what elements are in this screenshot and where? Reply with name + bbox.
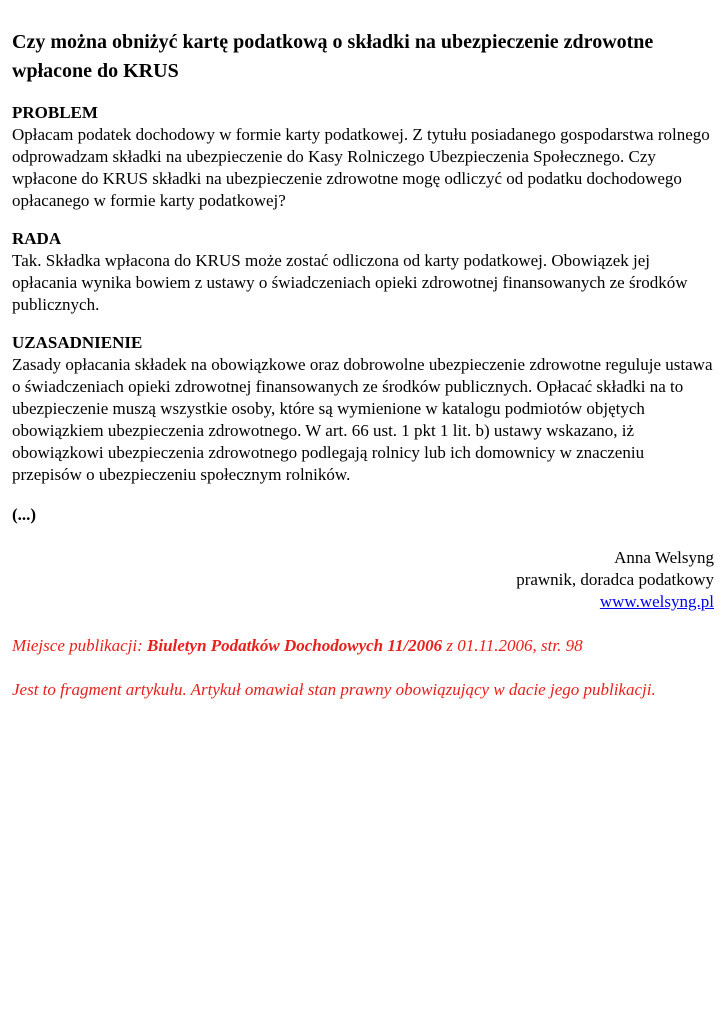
author-name: Anna Welsyng — [614, 548, 714, 567]
rada-section — [12, 228, 714, 316]
omission-marker: (...) — [12, 505, 37, 524]
publication-date: 01.11.2006, str. 98 — [457, 636, 583, 655]
uzasadnienie-text: Zasady opłacania składek na obowiązkowe oraz dobrowolne ubezpieczenie zdrowotne reguluje ustawa o świadczeniach opieki zdrowotnej finansowanych ze środków publicznych. Opłacać składki na to ubezpieczenie muszą wszystkie osoby, które są wymienione w katalogu podmiotów objętych obowiązkiem ubezpieczenia zdrowotnego. W art. 66 ust. 1 pkt 1 lit. b) ustawy wskazano, iż obowiązkowi ubezpieczenia zdrowotnego podlegają rolnicy lub ich domownicy w znaczeniu przepisów o ubezpieczeniu społecznym rolników. — [12, 355, 713, 484]
author-role: prawnik, doradca podatkowy — [516, 570, 714, 589]
uzasadnienie-section — [12, 332, 714, 486]
author-website-link[interactable]: www.welsyng.pl — [599, 592, 714, 611]
publication-label: Miejsce publikacji: — [12, 636, 143, 655]
problem-text: Opłacam podatek dochodowy w formie karty podatkowej. Z tytułu posiadanego gospodarstwa rolnego odprowadzam składki na ubezpieczenie do Kasy Rolniczego Ubezpieczenia Społecznego. Czy wpłacone do KRUS składki na ubezpieczenie zdrowotne mogę odliczyć od podatku dochodowego opłacanego w formie karty podatkowej? — [12, 125, 710, 210]
uzasadnienie-heading: UZASADNIENIE — [12, 333, 143, 352]
rada-heading: RADA — [12, 229, 62, 248]
problem-heading: PROBLEM — [12, 103, 98, 122]
article-page — [12, 28, 714, 701]
fragment-disclaimer: Jest to fragment artykułu. Artykuł omawiał stan prawny obowiązujący w dacie jego publikacji. — [12, 680, 656, 699]
publication-source: Biuletyn Podatków Dochodowych 11/2006 — [147, 636, 443, 655]
publication-info — [12, 635, 714, 657]
author-signature — [12, 547, 714, 613]
rada-text: Tak. Składka wpłacona do KRUS może zostać odliczona od karty podatkowej. Obowiązek jej opłacania wynika bowiem z ustawy o świadczeniach opieki zdrowotnej finansowanych ze środków publicznych. — [12, 251, 688, 314]
publication-date-prefix: z — [446, 636, 454, 655]
problem-section — [12, 102, 714, 212]
article-title: Czy można obniżyć kartę podatkową o składki na ubezpieczenie zdrowotne wpłacone do KRUS — [12, 31, 654, 82]
